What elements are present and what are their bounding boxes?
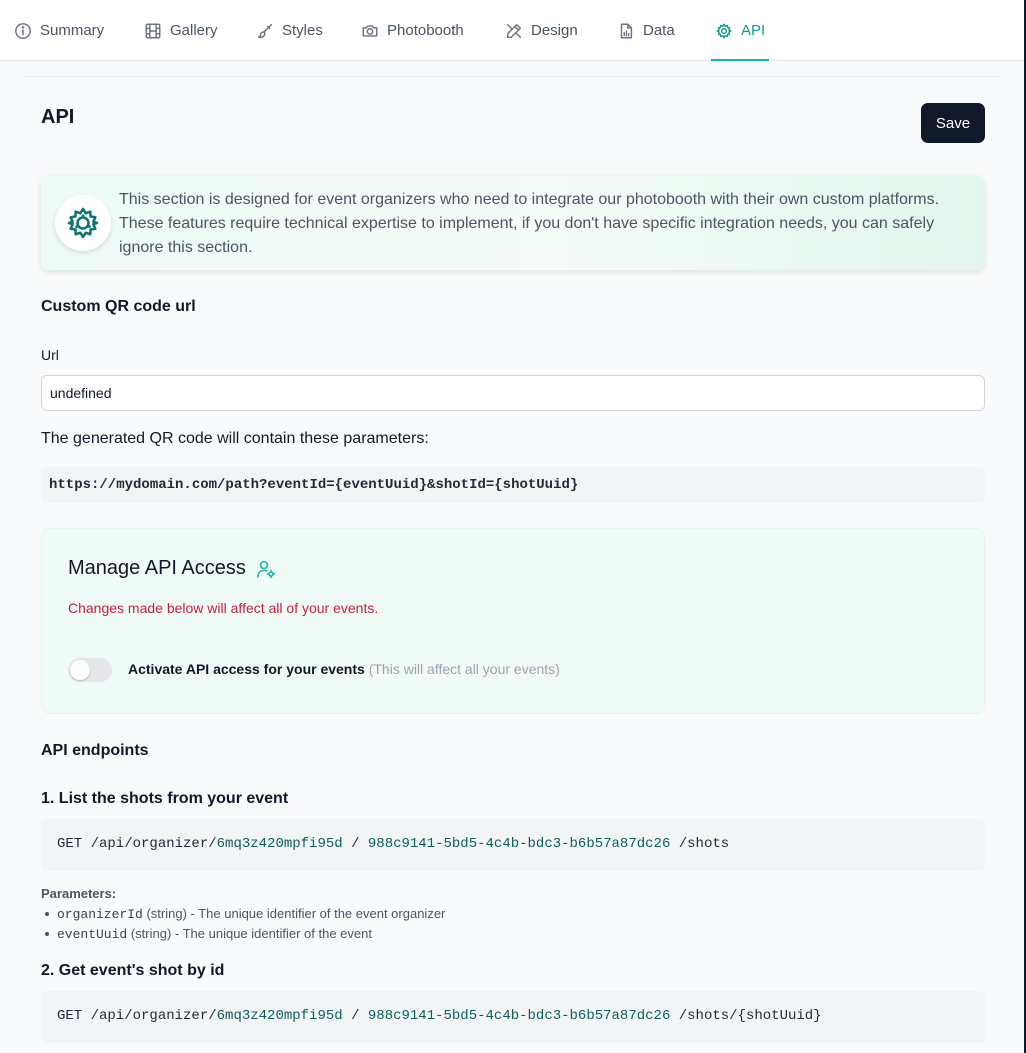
event-id: 988c9141-5bd5-4c4b-bdc3-b6b57a87dc26	[367, 1008, 671, 1024]
pencil-ruler-icon	[505, 22, 523, 40]
info-icon	[14, 22, 32, 40]
endpoints-heading: API endpoints	[41, 742, 149, 759]
tab-photobooth[interactable]	[361, 0, 464, 61]
camera-icon	[361, 22, 379, 40]
path-sep: /	[351, 836, 360, 852]
manage-api-access-panel	[41, 528, 985, 714]
param-name: organizerId	[57, 907, 143, 922]
manage-api-warning: Changes made below will affect all of your events.	[68, 600, 379, 616]
tab-design[interactable]	[505, 0, 578, 61]
endpoint-suffix: /shots/{shotUuid}	[678, 1008, 822, 1024]
endpoint-1-code	[41, 819, 985, 871]
tab-label: Gallery	[170, 22, 218, 39]
tab-api[interactable]	[715, 0, 765, 61]
param-desc: (string) - The unique identifier of the event organizer	[146, 906, 446, 921]
tab-gallery[interactable]	[144, 0, 218, 61]
info-text: This section is designed for event organizers who need to integrate our photobooth with their own custom platforms. These features require technical expertise to implement, if you don't have specific integration needs, you can safely ignore this section.	[119, 191, 940, 256]
endpoint-1-title: 1. List the shots from your event	[41, 790, 289, 807]
tab-label: Photobooth	[387, 22, 464, 39]
manage-api-title-text: Manage API Access	[68, 557, 246, 579]
qr-example-url: https://mydomain.com/path?eventId={eventUuid}&shotId={shotUuid}	[41, 467, 985, 503]
film-icon	[144, 22, 162, 40]
toggle-knob	[70, 660, 90, 680]
page-title: API	[41, 106, 75, 128]
param-name: eventUuid	[57, 927, 128, 942]
info-banner	[41, 176, 985, 270]
tab-label: Styles	[282, 22, 323, 39]
toggle-label-text: Activate API access for your events	[128, 661, 365, 677]
tab-label: API	[741, 22, 766, 39]
toggle-note: (This will affect all your events)	[368, 661, 560, 677]
tab-bar	[0, 0, 1026, 61]
event-id: 988c9141-5bd5-4c4b-bdc3-b6b57a87dc26	[367, 836, 671, 852]
api-access-toggle-label	[128, 661, 560, 677]
tab-label: Data	[643, 22, 675, 39]
list-item	[41, 924, 445, 944]
path-sep: /	[351, 1008, 360, 1024]
parameters-label: Parameters:	[41, 886, 117, 901]
tab-label: Design	[531, 22, 578, 39]
parameters-list	[41, 904, 445, 944]
tab-data[interactable]	[617, 0, 675, 61]
endpoint-2-code	[41, 991, 985, 1043]
brush-icon	[256, 22, 274, 40]
save-button[interactable]: Save	[921, 103, 985, 143]
list-item	[41, 904, 445, 924]
organizer-id: 6mq3z420mpfi95d	[216, 836, 343, 852]
endpoint-method-path: GET /api/organizer/	[57, 1008, 217, 1024]
endpoint-method-path: GET /api/organizer/	[57, 836, 217, 852]
user-cog-icon	[256, 559, 276, 579]
file-chart-icon	[617, 22, 635, 40]
gear-icon	[715, 22, 733, 40]
tab-styles[interactable]	[256, 0, 323, 61]
tab-label: Summary	[40, 22, 105, 39]
tab-summary[interactable]	[14, 0, 104, 61]
info-icon-badge	[55, 195, 111, 251]
manage-api-title	[68, 557, 276, 580]
organizer-id: 6mq3z420mpfi95d	[216, 1008, 343, 1024]
qr-params-text: The generated QR code will contain these parameters:	[41, 430, 429, 447]
endpoint-2-title: 2. Get event's shot by id	[41, 962, 225, 979]
endpoint-suffix: /shots	[678, 836, 730, 852]
url-label: Url	[41, 347, 59, 363]
qr-section-heading: Custom QR code url	[41, 298, 196, 315]
gear-icon	[65, 205, 101, 241]
api-access-toggle[interactable]	[68, 658, 112, 682]
param-desc: (string) - The unique identifier of the event	[130, 926, 372, 941]
url-input[interactable]	[41, 375, 985, 411]
